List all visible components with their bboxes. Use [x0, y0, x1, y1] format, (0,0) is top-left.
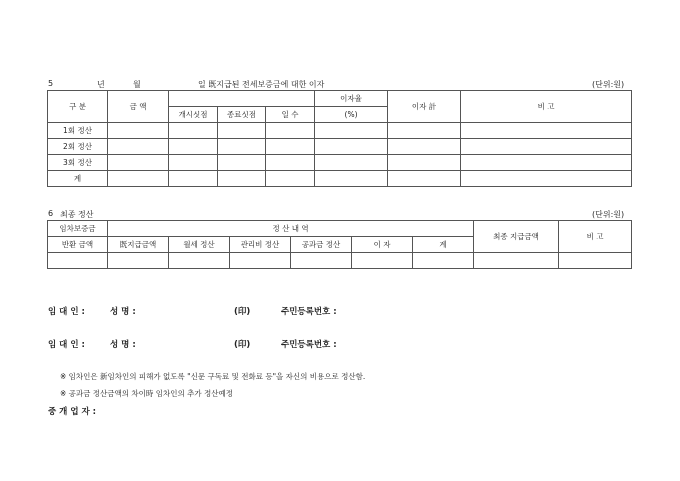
- header-interest-total: 이자 計: [388, 91, 461, 123]
- header-start-date: 개시싯점: [169, 107, 218, 123]
- header-days: 일 수: [266, 107, 315, 123]
- signature-id-label: 주민등록번호 :: [281, 307, 337, 317]
- signature-name-label: 성 명 :: [110, 340, 136, 350]
- section5-year-label: 년: [97, 80, 105, 89]
- row-label: 1회 정산: [48, 123, 108, 139]
- header-percent: (%): [315, 107, 388, 123]
- section5-unit: (단위:원): [592, 80, 625, 89]
- table-row: [48, 171, 632, 187]
- section6-unit: (단위:원): [592, 210, 625, 219]
- section5-title: 일 既지급된 전세보증금에 대한 이자: [198, 80, 325, 89]
- note-line: ※ 공과금 정산금액의 차이時 임차인의 추가 정산예정: [60, 389, 233, 398]
- header-paid-amount: 既지급금액: [108, 237, 169, 253]
- section5-month-label: 월: [133, 80, 141, 89]
- signature-name-label: 성 명 :: [110, 307, 136, 317]
- interest-table: [47, 90, 632, 187]
- header-amount: 금 액: [108, 91, 169, 123]
- section6-number: 6: [48, 209, 54, 218]
- header-remarks: 비 고: [559, 221, 632, 253]
- table-row: [48, 139, 632, 155]
- header-remarks: 비 고: [461, 91, 632, 123]
- header-category: 구 분: [48, 91, 108, 123]
- row-label: 3회 정산: [48, 155, 108, 171]
- final-settlement-table: [47, 220, 632, 269]
- table-row: [48, 253, 632, 269]
- signature-role: 임 대 인 :: [48, 340, 85, 350]
- row-label: 계: [48, 171, 108, 187]
- header-final-payment: 최종 지급금액: [474, 221, 559, 253]
- header-rate: 이자율: [315, 91, 388, 107]
- table-row: [48, 155, 632, 171]
- signature-role: 임 대 인 :: [48, 307, 85, 317]
- header-interest: 이 자: [352, 237, 413, 253]
- header-mgmt-settlement: 관리비 정산: [230, 237, 291, 253]
- header-end-date: 종료싯점: [218, 107, 266, 123]
- header-deposit-return: 반환 금액: [48, 237, 108, 253]
- section6-title: 최종 정산: [60, 210, 94, 219]
- signature-seal: (印): [234, 307, 251, 317]
- header-utility-settlement: 공과금 정산: [291, 237, 352, 253]
- broker-label: 중 개 업 자 :: [48, 407, 97, 417]
- header-total: 계: [413, 237, 474, 253]
- row-label: 2회 정산: [48, 139, 108, 155]
- section5-number: 5: [48, 79, 54, 88]
- header-settlement: 정 산 내 역: [108, 221, 474, 237]
- signature-id-label: 주민등록번호 :: [281, 340, 337, 350]
- header-deposit: 임차보증금: [48, 221, 108, 237]
- note-line: ※ 임차인은 新임차인의 피해가 없도록 "신문 구독료 및 전화료 등"을 자신의 비용으로 정산함.: [60, 372, 366, 381]
- header-rent-settlement: 월세 정산: [169, 237, 230, 253]
- table-row: [48, 123, 632, 139]
- header-period-blank: [169, 91, 315, 107]
- signature-seal: (印): [234, 340, 251, 350]
